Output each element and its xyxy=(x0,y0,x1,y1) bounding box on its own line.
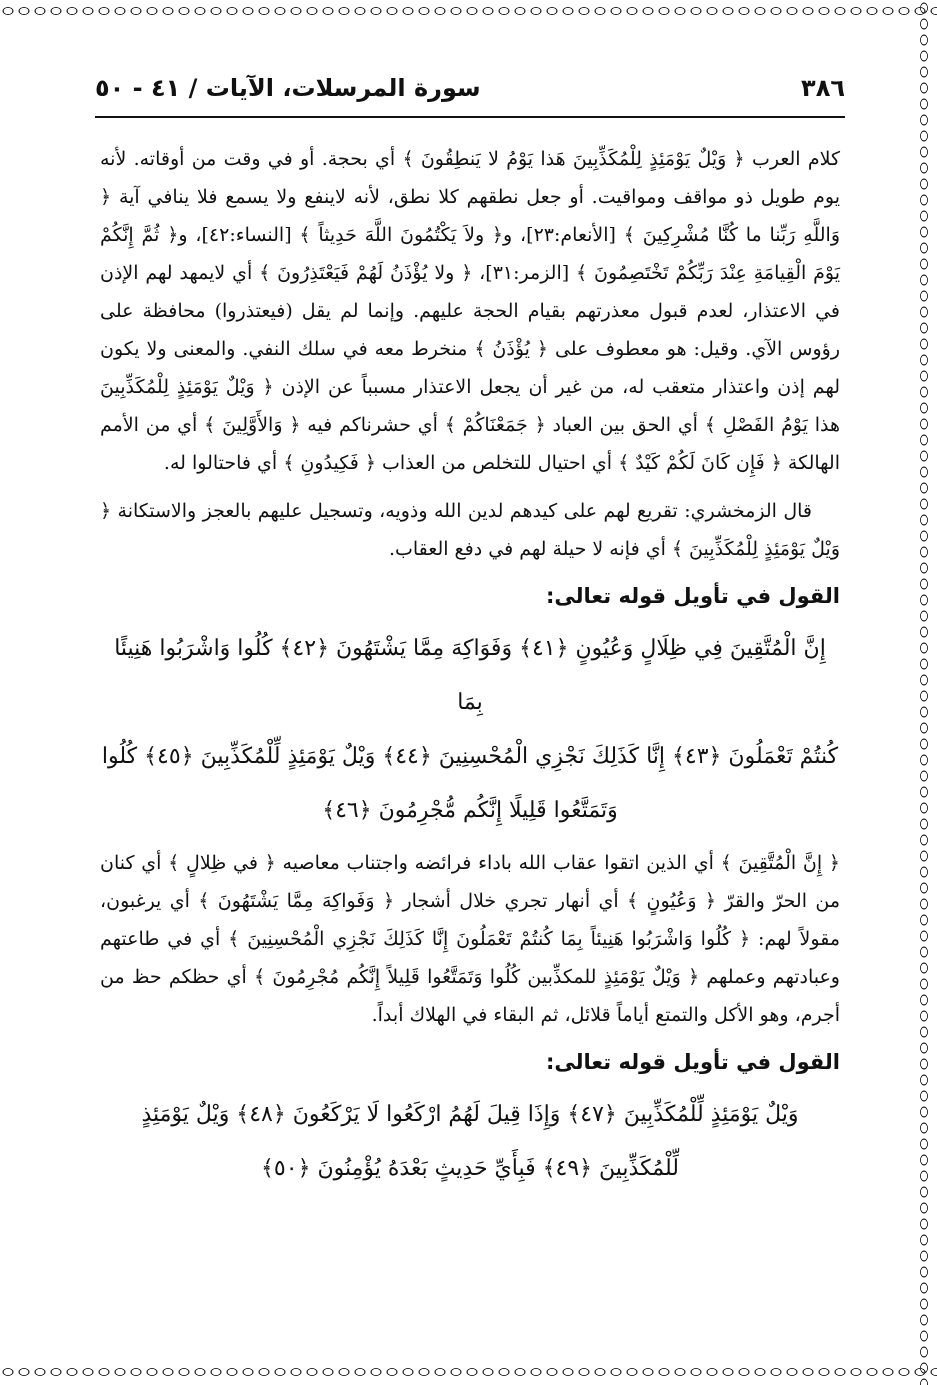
commentary-paragraph-3: ﴿ إِنَّ الْمُتَّقِينَ ﴾ أي الذين اتقوا عقاب الله باداء فرائضه واجتناب معاصيه ﴿ في ظِلالٍ ﴾ أي كنان من الحرّ والقرّ ﴿ وَعُيُونٍ ﴾ أي أنهار تجري خلال أشجار ﴿ وَفَواكِهَ مِمَّا يَشْتَهُونَ ﴾ أي يرغبون، مقولاً لهم: ﴿ كُلُوا وَاشْرَبُوا هَنِيئاً بِمَا كُنتُمْ تَعْمَلُونَ إِنَّا كَذَلِكَ نَجْزِي الْمُحْسِنِينَ ﴾ أي في طاعتهم وعبادتهم وعملهم ﴿ وَيْلٌ يَوْمَئِذٍ للمكذِّبين كُلُوا وَتَمَتَّعُوا قَلِيلاً إِنَّكُم مُجْرِمُونَ ﴾ أي حظكم حظ من أجرم، وهو الأكل والتمتع أياماً قلائل، ثم البقاء في الهلاك أبداً. xyxy=(100,852,840,1026)
verse-line: إِنَّ الْمُتَّقِينَ فِي ظِلَالٍ وَعُيُونٍ ﴿٤١﴾ وَفَوَاكِهَ مِمَّا يَشْتَهُونَ ﴿٤٢﴾ كُلُوا وَاشْرَبُوا هَنِيئًا بِمَا xyxy=(114,636,826,715)
quran-verse-block-1 xyxy=(100,622,840,838)
page-content xyxy=(100,140,840,1202)
ornamental-border-top xyxy=(0,0,937,22)
ornamental-border-bottom xyxy=(0,1361,937,1383)
section-heading-2: القول في تأويل قوله تعالى: xyxy=(546,1050,840,1074)
page-number: ٣٨٦ xyxy=(801,74,845,102)
commentary-paragraph-1: كلام العرب ﴿ وَيْلٌ يَوْمَئِذٍ لِلْمُكَذِّبِينَ هَذا يَوْمُ لا يَنطِقُونَ ﴾ أي بحجة. أو في وقت من أوقاته. لأنه يوم طويل ذو مواقف ومواقيت. أو جعل نطقهم كلا نطق، لأنه لاينفع ولا يسمع فلا ينافي آية ﴿ وَاللَّهِ رَبِّنا ما كُنَّا مُشْرِكِينَ ﴾ [الأنعام:٢٣]، و﴿ ولاَ يَكْتُمُونَ اللَّهَ حَدِيثاً ﴾ [النساء:٤٢]، و﴿ ثُمَّ إِنَّكُمْ يَوْمَ الْقِيامَةِ عِنْدَ رَبِّكُمْ تَخْتَصِمُونَ ﴾ [الزمر:٣١]، ﴿ ولا يُؤْذَنُ لَهُمْ فَيَعْتَذِرُونَ ﴾ أي لايمهد لهم الإذن في الاعتذار، لعدم قبول معذرتهم بقيام الحجة عليهم. وإنما لم يقل (فيعتذروا) محافظة على رؤوس الآي. وقيل: هو معطوف على ﴿ يُؤْذَنُ ﴾ منخرط معه في سلك النفي. والمعنى ولا يكون لهم إذن واعتذار متعقب له، من غير أن يجعل الاعتذار مسبباً عن الإذن ﴿ وَيْلٌ يَوْمَئِذٍ لِلْمُكَذِّبِينَ هذا يَوْمُ الفَصْلِ ﴾ أي الحق بين العباد ﴿ جَمَعْنَاكُمْ ﴾ أي حشرناكم فيه ﴿ وَالأَوَّلِينَ ﴾ أي من الأمم الهالكة ﴿ فَإِن كَانَ لَكُمْ كَيْدٌ ﴾ أي احتيال للتخلص من العذاب ﴿ فَكِيدُونِ ﴾ أي فاحتالوا له. xyxy=(100,148,841,474)
page-header xyxy=(95,70,845,110)
running-title: سورة المرسلات، الآيات / ٤١ - ٥٠ xyxy=(95,74,481,102)
commentary-paragraph-2: قال الزمخشري: تقريع لهم على كيدهم لدين الله وذويه، وتسجيل عليهم بالعجز والاستكانة ﴿ وَيْلٌ يَوْمَئِذٍ لِلْمُكَذِّبِينَ ﴾ أي فإنه لا حيلة لهم في دفع العقاب. xyxy=(100,500,840,560)
ornamental-border-right xyxy=(913,0,935,1385)
header-rule xyxy=(95,116,845,118)
section-heading-1: القول في تأويل قوله تعالى: xyxy=(546,584,840,608)
verse-line: لِّلْمُكَذِّبِينَ ﴿٤٩﴾ فَبِأَيِّ حَدِيثٍ بَعْدَهُ يُؤْمِنُونَ ﴿٥٠﴾ xyxy=(261,1156,679,1181)
quran-verse-block-2 xyxy=(100,1088,840,1196)
verse-line: كُنتُمْ تَعْمَلُونَ ﴿٤٣﴾ إِنَّا كَذَلِكَ نَجْزِي الْمُحْسِنِينَ ﴿٤٤﴾ وَيْلٌ يَوْمَئِذٍ لِّلْمُكَذِّبِينَ ﴿٤٥﴾ كُلُوا xyxy=(101,744,839,769)
verse-line: وَيْلٌ يَوْمَئِذٍ لِّلْمُكَذِّبِينَ ﴿٤٧﴾ وَإِذَا قِيلَ لَهُمُ ارْكَعُوا لَا يَرْكَعُونَ ﴿٤٨﴾ وَيْلٌ يَوْمَئِذٍ xyxy=(141,1102,799,1127)
verse-line: وَتَمَتَّعُوا قَلِيلًا إِنَّكُم مُّجْرِمُونَ ﴿٤٦﴾ xyxy=(322,798,618,823)
